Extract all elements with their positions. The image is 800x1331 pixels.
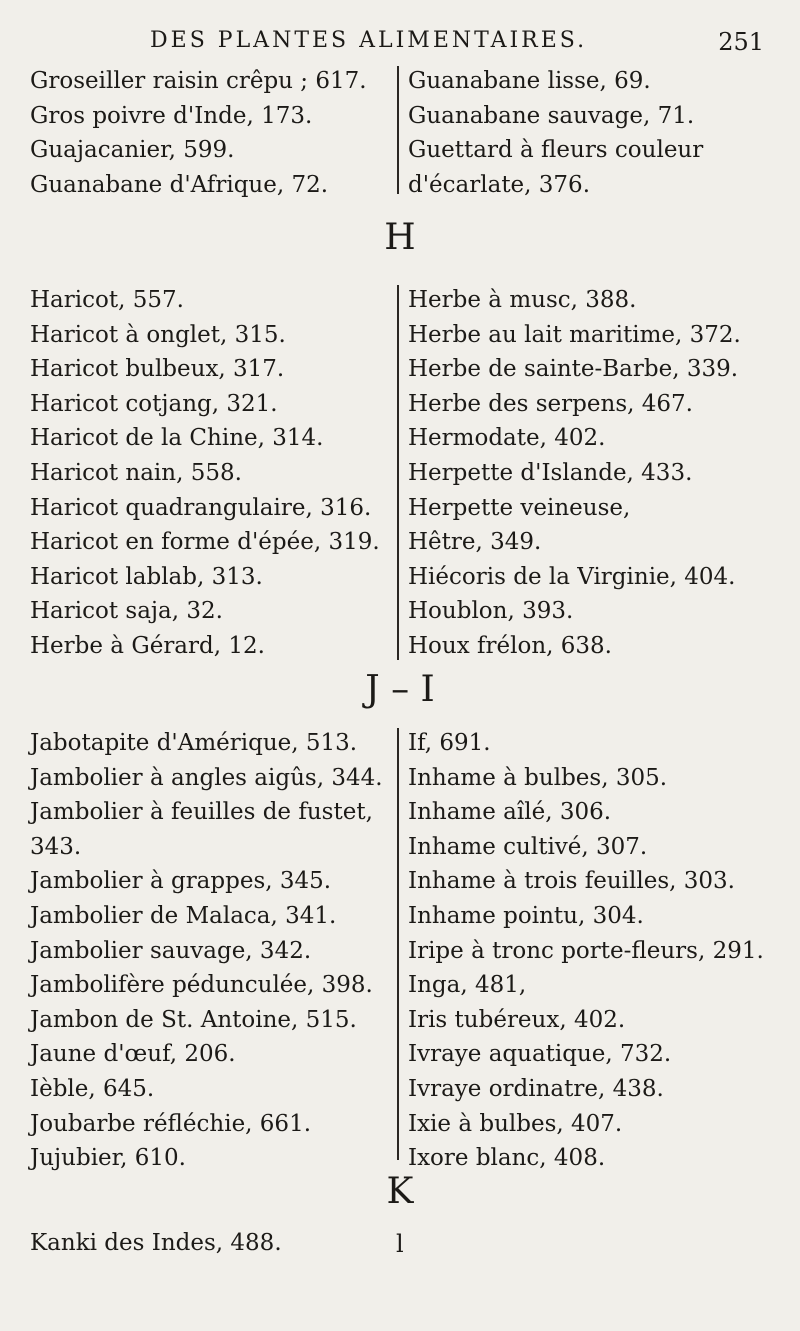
- left-column: [30, 283, 390, 664]
- column-rule: [397, 66, 399, 194]
- index-entry: Ixore blanc, 408.: [408, 1145, 606, 1172]
- section-k: [0, 1226, 800, 1276]
- column-rule: [397, 285, 399, 660]
- section-g-continued: [0, 64, 800, 204]
- right-column: [408, 283, 778, 664]
- index-entry: Guanabane d'Afrique, 72.: [30, 171, 329, 198]
- index-entry: Ivraye aquatique, 732.: [408, 1041, 672, 1068]
- index-entry: Groseiller raisin crêpu ; 617.: [30, 68, 367, 94]
- section-letter-k: K: [386, 1171, 414, 1212]
- index-entry: Ièble, 645.: [30, 1075, 155, 1102]
- index-entry: Iripe à tronc porte-fleurs, 291.: [408, 937, 764, 964]
- index-entry: Jambolier de Malaca, 341.: [30, 902, 337, 929]
- index-entry: Inga, 481,: [408, 972, 527, 999]
- section-j-i: [0, 726, 800, 1172]
- index-entry: If, 691.: [408, 730, 491, 756]
- index-entry: Haricot saja, 32.: [30, 598, 223, 625]
- left-column: [30, 726, 390, 1176]
- index-entry: Guanabane sauvage, 71.: [408, 102, 695, 129]
- index-entry: Hiécoris de la Virginie, 404.: [408, 563, 736, 590]
- index-entry: Jambolifère pédunculée, 398.: [30, 972, 373, 999]
- right-column: [408, 726, 778, 1176]
- index-entry: Inhame pointu, 304.: [408, 902, 644, 929]
- index-entry: Inhame à bulbes, 305.: [408, 764, 668, 791]
- index-entry: Herbe à Gérard, 12.: [30, 632, 265, 659]
- index-entry: Guajacanier, 599.: [30, 137, 235, 164]
- index-entry: Ivraye ordinatre, 438.: [408, 1075, 664, 1102]
- index-entry: Jambolier à angles aigûs, 344.: [30, 764, 383, 791]
- index-entry: Haricot nain, 558.: [30, 459, 242, 486]
- index-entry: Jabotapite d'Amérique, 513.: [30, 730, 358, 756]
- index-entry: Herbe des serpens, 467.: [408, 390, 693, 417]
- index-entry: Inhame aîlé, 306.: [408, 799, 612, 826]
- index-entry: Jambolier à feuilles de fustet, 343.: [30, 799, 373, 860]
- index-entry: Gros poivre d'Inde, 173.: [30, 102, 313, 129]
- index-entry: Haricot bulbeux, 317.: [30, 356, 285, 383]
- section-letter-h: H: [384, 217, 416, 258]
- index-entry: Haricot, 557.: [30, 287, 184, 313]
- index-entry: Inhame cultivé, 307.: [408, 833, 648, 860]
- index-entry: Inhame à trois feuilles, 303.: [408, 868, 735, 895]
- index-entry: Herbe au lait maritime, 372.: [408, 321, 741, 348]
- index-entry: Haricot lablab, 313.: [30, 563, 263, 590]
- index-entry: Jambolier à grappes, 345.: [30, 868, 332, 895]
- index-entry: Iris tubéreux, 402.: [408, 1006, 626, 1033]
- section-h: [0, 283, 800, 673]
- index-entry: Jaune d'œuf, 206.: [30, 1041, 236, 1068]
- right-column: [408, 64, 778, 202]
- index-entry: Haricot à onglet, 315.: [30, 321, 286, 348]
- truncated-fragment: l: [396, 1230, 404, 1258]
- index-entry: Hermodate, 402.: [408, 425, 606, 452]
- index-entry: Jujubier, 610.: [30, 1145, 186, 1172]
- index-entry: Haricot en forme d'épée, 319.: [30, 529, 380, 556]
- index-entry: Ixie à bulbes, 407.: [408, 1110, 623, 1137]
- index-entry: Guanabane lisse, 69.: [408, 68, 651, 94]
- index-entry: Houblon, 393.: [408, 598, 574, 625]
- index-entry: Joubarbe réfléchie, 661.: [30, 1110, 312, 1137]
- left-column: [30, 64, 390, 202]
- index-entry: Kanki des Indes, 488.: [30, 1230, 282, 1256]
- index-entry: Jambolier sauvage, 342.: [30, 937, 312, 964]
- index-entry: Guettard à fleurs couleur d'écarlate, 376.: [408, 137, 704, 198]
- index-entry: Herpette veineuse,: [408, 494, 631, 521]
- index-entry: Herbe de sainte-Barbe, 339.: [408, 356, 739, 383]
- section-letter-j-i: J – I: [365, 669, 435, 710]
- index-entry: Haricot de la Chine, 314.: [30, 425, 324, 452]
- index-entry: Jambon de St. Antoine, 515.: [30, 1006, 357, 1033]
- page-number: 251: [718, 28, 764, 56]
- index-entry: Herbe à musc, 388.: [408, 287, 637, 313]
- index-entry: Haricot cotjang, 321.: [30, 390, 278, 417]
- index-entry: Hêtre, 349.: [408, 529, 542, 556]
- index-entry: Herpette d'Islande, 433.: [408, 459, 693, 486]
- index-entry: Houx frélon, 638.: [408, 632, 612, 659]
- running-title: DES PLANTES ALIMENTAIRES.: [150, 28, 588, 53]
- column-rule: [397, 728, 399, 1160]
- left-column: [30, 1226, 390, 1261]
- index-entry: Haricot quadrangulaire, 316.: [30, 494, 372, 521]
- page-header: [0, 28, 800, 62]
